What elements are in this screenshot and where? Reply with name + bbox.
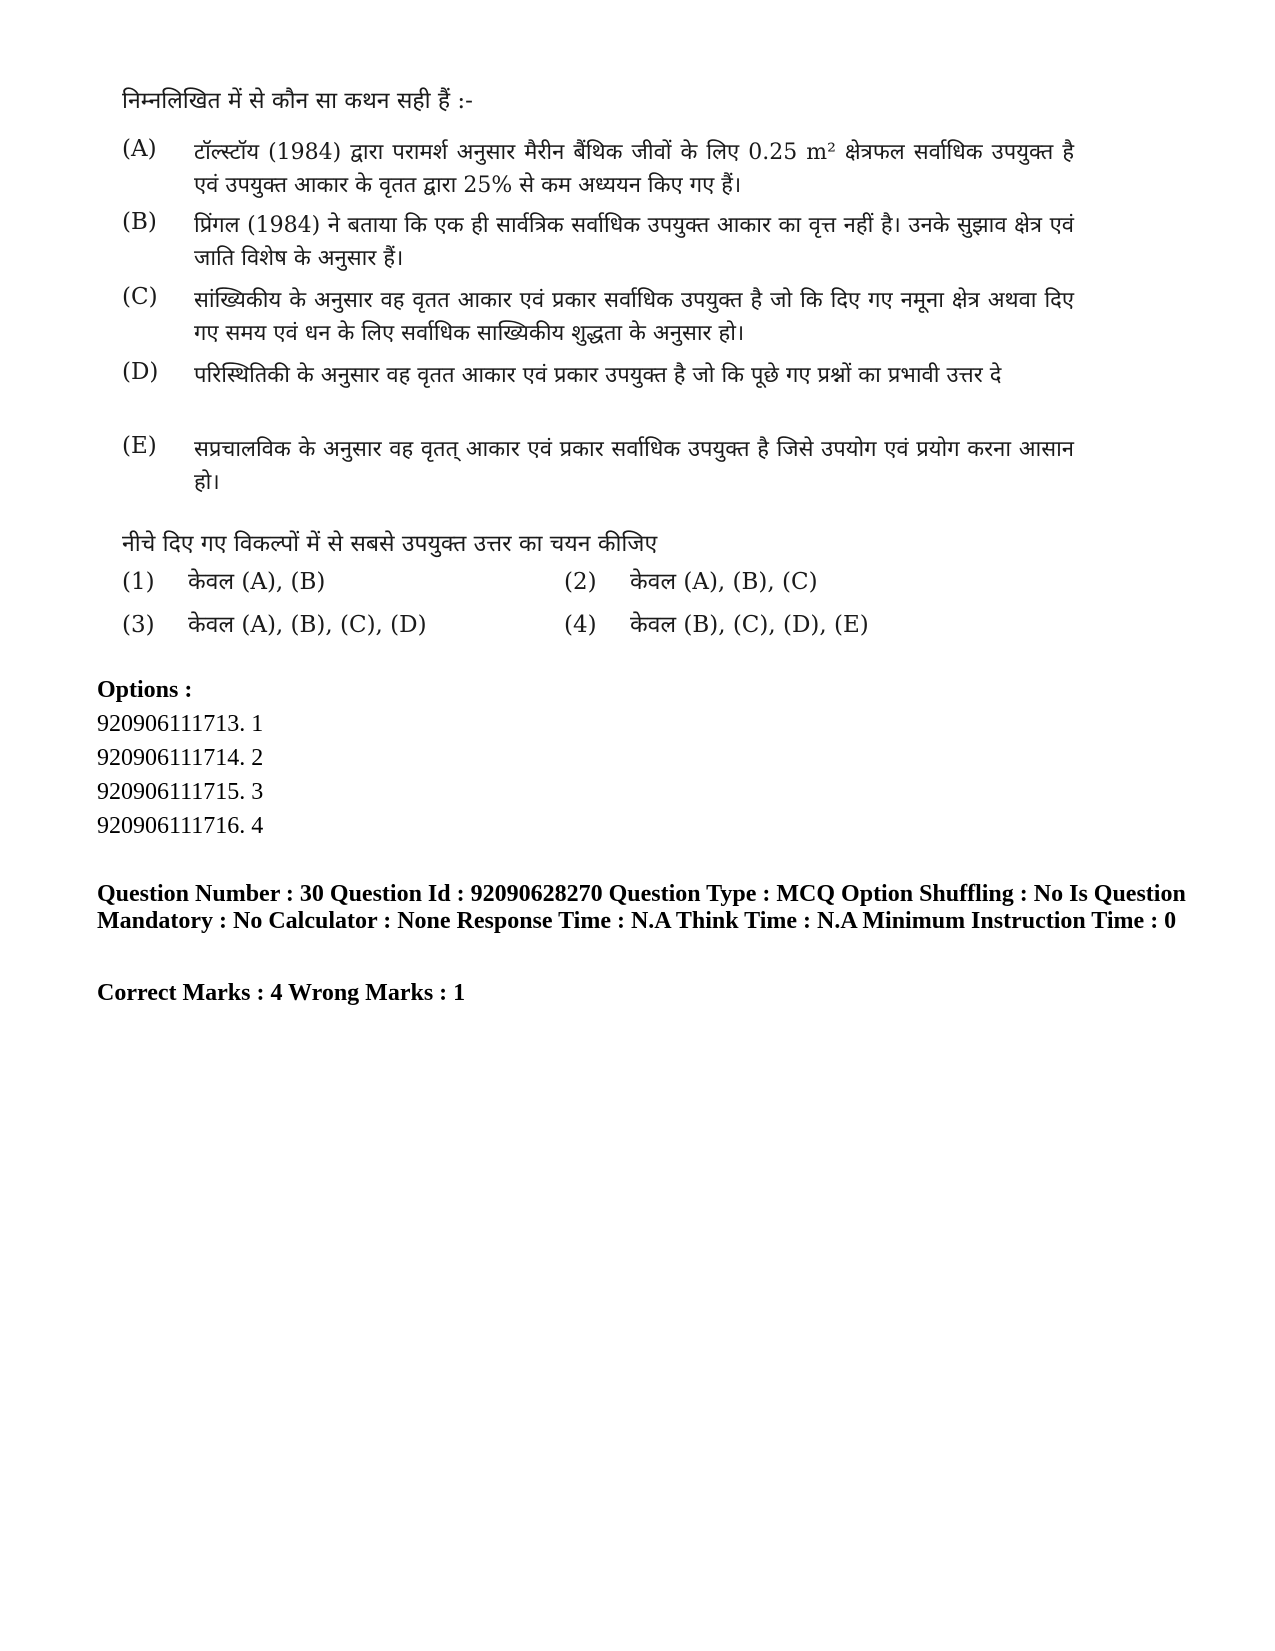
option-item: 920906111714. 2 bbox=[97, 745, 264, 771]
statement-text: टॉल्स्टॉय (1984) द्वारा परामर्श अनुसार मैरीन बैंथिक जीवों के लिए 0.25 m² क्षेत्रफल सर्वाधिक उपयुक्त है एवं उपयुक्त आकार के वृतत द्वारा 25% से कम अध्ययन किए गए हैं। bbox=[194, 140, 1074, 198]
options-title: Options : bbox=[97, 677, 193, 703]
choice-number: (1) bbox=[122, 569, 155, 595]
choice-text: केवल (A), (B), (C) bbox=[630, 569, 818, 595]
choice-number: (2) bbox=[564, 569, 597, 595]
choice-2 bbox=[564, 564, 818, 596]
statement-label: (D) bbox=[122, 359, 159, 385]
question-metadata: Question Number : 30 Question Id : 92090628270 Question Type : MCQ Option Shuffling : No Is Question Mandatory : No Calculator : None Response Time : N.A Think Time : N.A Minimum Instruction Time : 0 bbox=[97, 881, 1186, 934]
statement-text: प्रिंगल (1984) ने बताया कि एक ही सार्वत्रिक सर्वाधिक उपयुक्त आकार का वृत्त नहीं है। उनके सुझाव क्षेत्र एवं जाति विशेष के अनुसार हैं। bbox=[194, 213, 1074, 271]
statement-text: सप्रचालविक के अनुसार वह वृतत् आकार एवं प्रकार सर्वाधिक उपयुक्त है जिसे उपयोग एवं प्रयोग करना आसान हो। bbox=[194, 437, 1074, 495]
choice-text: केवल (A), (B), (C), (D) bbox=[188, 612, 427, 638]
option-item: 920906111716. 4 bbox=[97, 813, 264, 839]
statement-text: परिस्थितिकी के अनुसार वह वृतत आकार एवं प्रकार उपयुक्त है जो कि पूछे गए प्रश्नों का प्रभावी उत्तर दे bbox=[194, 363, 1002, 388]
choice-text: केवल (B), (C), (D), (E) bbox=[630, 612, 869, 638]
statement-label: (A) bbox=[122, 136, 157, 162]
question-intro: निम्नलिखित में से कौन सा कथन सही हैं :- bbox=[122, 88, 473, 114]
statement-label: (B) bbox=[122, 209, 157, 235]
choice-1 bbox=[122, 564, 325, 596]
statement-text: सांख्यिकीय के अनुसार वह वृतत आकार एवं प्रकार सर्वाधिक उपयुक्त है जो कि दिए गए नमूना क्षेत्र अथवा दिए गए समय एवं धन के लिए सर्वाधिक साख्यिकीय शुद्धता के अनुसार हो। bbox=[194, 288, 1074, 346]
option-item: 920906111715. 3 bbox=[97, 779, 264, 805]
choice-4 bbox=[564, 607, 869, 639]
marks-info: Correct Marks : 4 Wrong Marks : 1 bbox=[97, 980, 466, 1006]
option-item: 920906111713. 1 bbox=[97, 711, 264, 737]
statement-label: (E) bbox=[122, 433, 157, 459]
choose-instruction: नीचे दिए गए विकल्पों में से सबसे उपयुक्त उत्तर का चयन कीजिए bbox=[122, 531, 658, 557]
choice-text: केवल (A), (B) bbox=[188, 569, 326, 595]
choice-3 bbox=[122, 607, 427, 639]
choice-number: (4) bbox=[564, 612, 597, 638]
choice-number: (3) bbox=[122, 612, 155, 638]
statement-label: (C) bbox=[122, 284, 158, 310]
